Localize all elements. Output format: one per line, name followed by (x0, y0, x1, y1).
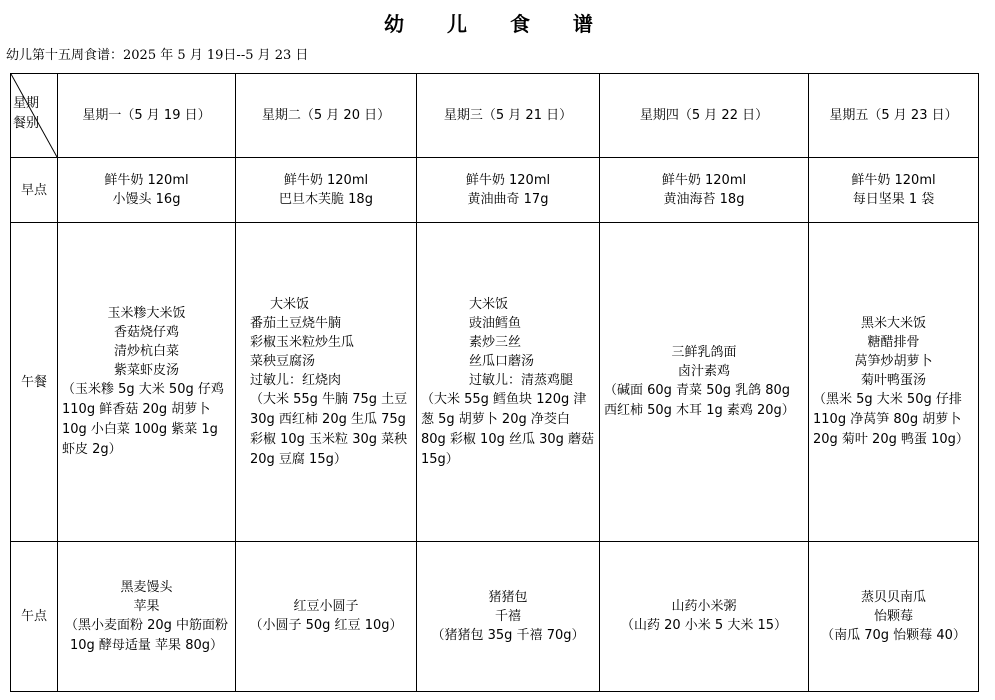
lunch-dish: 黑米大米饭 (860, 316, 926, 331)
snack-ingredients: （猪猪包 35g 千禧 70g） (431, 627, 585, 643)
breakfast-item: 鲜牛奶 120ml (283, 173, 369, 188)
lunch-ingredients: （大米 55g 牛腩 75g 土豆 30g 西红柿 20g 生瓜 75g 彩椒 10g 玉米粒 30g 菜秧 20g 豆腐 15g） (250, 391, 408, 467)
lunch-ingredients: （玉米糁 5g 大米 50g 仔鸡 110g 鲜香菇 20g 胡萝卜 10g 小白菜 100g 紫菜 1g 虾皮 2g） (62, 382, 224, 457)
breakfast-cell-tue (236, 158, 417, 223)
menu-table (10, 73, 979, 692)
lunch-dish: 大米饭 (270, 296, 310, 312)
lunch-cell-tue (236, 223, 417, 542)
snack-ingredients: （小圆子 50g 红豆 10g） (249, 618, 403, 633)
breakfast-cell-wed (417, 158, 600, 223)
day-header-thu: 星期四（5 月 22 日） (600, 74, 809, 158)
lunch-ingredients: （大米 55g 鳕鱼块 120g 津葱 5g 胡萝卜 20g 净茭白 80g 彩椒 10g 丝瓜 30g 蘑菇 15g） (421, 391, 595, 467)
lunch-dish: 莴笋炒胡萝卜 (854, 354, 933, 369)
day-header-tue: 星期二（5 月 20 日） (236, 74, 417, 158)
breakfast-cell-fri (809, 158, 979, 223)
snack-ingredients: （南瓜 70g 怡颗莓 40） (821, 627, 966, 643)
snack-cell-tue (236, 542, 417, 692)
lunch-dish: 菊叶鸭蛋汤 (860, 373, 926, 388)
lunch-dish: 大米饭 (469, 296, 509, 312)
lunch-cell-mon (58, 223, 236, 542)
lunch-row (11, 223, 979, 542)
snack-dish: 红豆小圆子 (293, 599, 359, 614)
lunch-dish: 丝瓜口蘑汤 (469, 353, 535, 369)
snack-cell-fri (809, 542, 979, 692)
meal-label-lunch: 午餐 (11, 223, 58, 542)
breakfast-item: 黄油海苔 18g (663, 192, 745, 207)
lunch-cell-thu (600, 223, 809, 542)
snack-cell-thu (600, 542, 809, 692)
lunch-dish: 素炒三丝 (469, 334, 522, 350)
day-header-mon: 星期一（5 月 19 日） (58, 74, 236, 158)
breakfast-item: 巴旦木芙脆 18g (279, 192, 373, 207)
lunch-dish: 紫菜虾皮汤 (113, 363, 179, 378)
lunch-dish: 香菇烧仔鸡 (113, 325, 179, 340)
menu-week-subtitle: 幼儿第十五周食谱：2025 年 5 月 19日--5 月 23 日 (6, 48, 309, 63)
day-header-wed: 星期三（5 月 21 日） (417, 74, 600, 158)
snack-dish: 猪猪包 (488, 589, 528, 605)
breakfast-item: 鲜牛奶 120ml (851, 173, 936, 188)
breakfast-item: 黄油曲奇 17g (467, 192, 549, 207)
lunch-dish: 彩椒玉米粒炒生瓜 (250, 334, 355, 350)
snack-ingredients: （黑小麦面粉 20g 中筋面粉 10g 酵母适量 苹果 80g） (64, 617, 229, 653)
lunch-cell-wed (417, 223, 600, 542)
snack-dish: 山药小米粥 (671, 599, 737, 614)
snack-cell-mon (58, 542, 236, 692)
lunch-dish: 菜秧豆腐汤 (250, 353, 316, 369)
lunch-dish: 玉米糁大米饭 (107, 306, 186, 321)
snack-row (11, 542, 979, 692)
breakfast-cell-mon (58, 158, 236, 223)
breakfast-item: 鲜牛奶 120ml (104, 173, 189, 188)
lunch-dish: 糖醋排骨 (867, 335, 920, 350)
lunch-dish: 过敏儿：红烧肉 (250, 372, 342, 388)
lunch-dish: 豉油鳕鱼 (469, 315, 522, 331)
meal-label-snack: 午点 (11, 542, 58, 692)
day-header-fri: 星期五（5 月 23 日） (809, 74, 979, 158)
corner-label-meal: 餐别 (13, 116, 40, 131)
snack-dish: 怡颗莓 (873, 608, 913, 624)
snack-dish: 千禧 (494, 608, 521, 624)
corner-cell (11, 74, 58, 158)
meal-label-breakfast: 早点 (11, 158, 58, 223)
breakfast-item: 鲜牛奶 120ml (465, 173, 551, 188)
lunch-ingredients: （碱面 60g 青菜 50g 乳鸽 80g 西红柿 50g 木耳 1g 素鸡 20g） (604, 383, 795, 418)
corner-label-day: 星期 (13, 96, 40, 111)
snack-dish: 苹果 (133, 598, 160, 614)
snack-dish: 黑麦馒头 (120, 579, 173, 595)
snack-cell-wed (417, 542, 600, 692)
lunch-dish: 番茄土豆烧牛腩 (250, 315, 342, 331)
breakfast-cell-thu (600, 158, 809, 223)
lunch-dish: 过敏儿：清蒸鸡腿 (469, 372, 574, 388)
snack-dish: 蒸贝贝南瓜 (860, 589, 926, 605)
breakfast-item: 小馒头 16g (112, 192, 181, 207)
header-row (11, 74, 979, 158)
lunch-dish: 卤汁素鸡 (677, 364, 730, 379)
page-title: 幼 儿 食 谱 (384, 12, 611, 36)
lunch-cell-fri (809, 223, 979, 542)
lunch-dish: 三鲜乳鸽面 (671, 345, 737, 360)
snack-ingredients: （山药 20 小米 5 大米 15） (620, 618, 788, 633)
breakfast-item: 每日坚果 1 袋 (852, 192, 935, 207)
breakfast-row (11, 158, 979, 223)
breakfast-item: 鲜牛奶 120ml (661, 173, 747, 188)
lunch-ingredients: （黑米 5g 大米 50g 仔排 110g 净莴笋 80g 胡萝卜 20g 菊叶 20g 鸭蛋 10g） (813, 392, 969, 447)
lunch-dish: 清炒杭白菜 (113, 344, 179, 359)
